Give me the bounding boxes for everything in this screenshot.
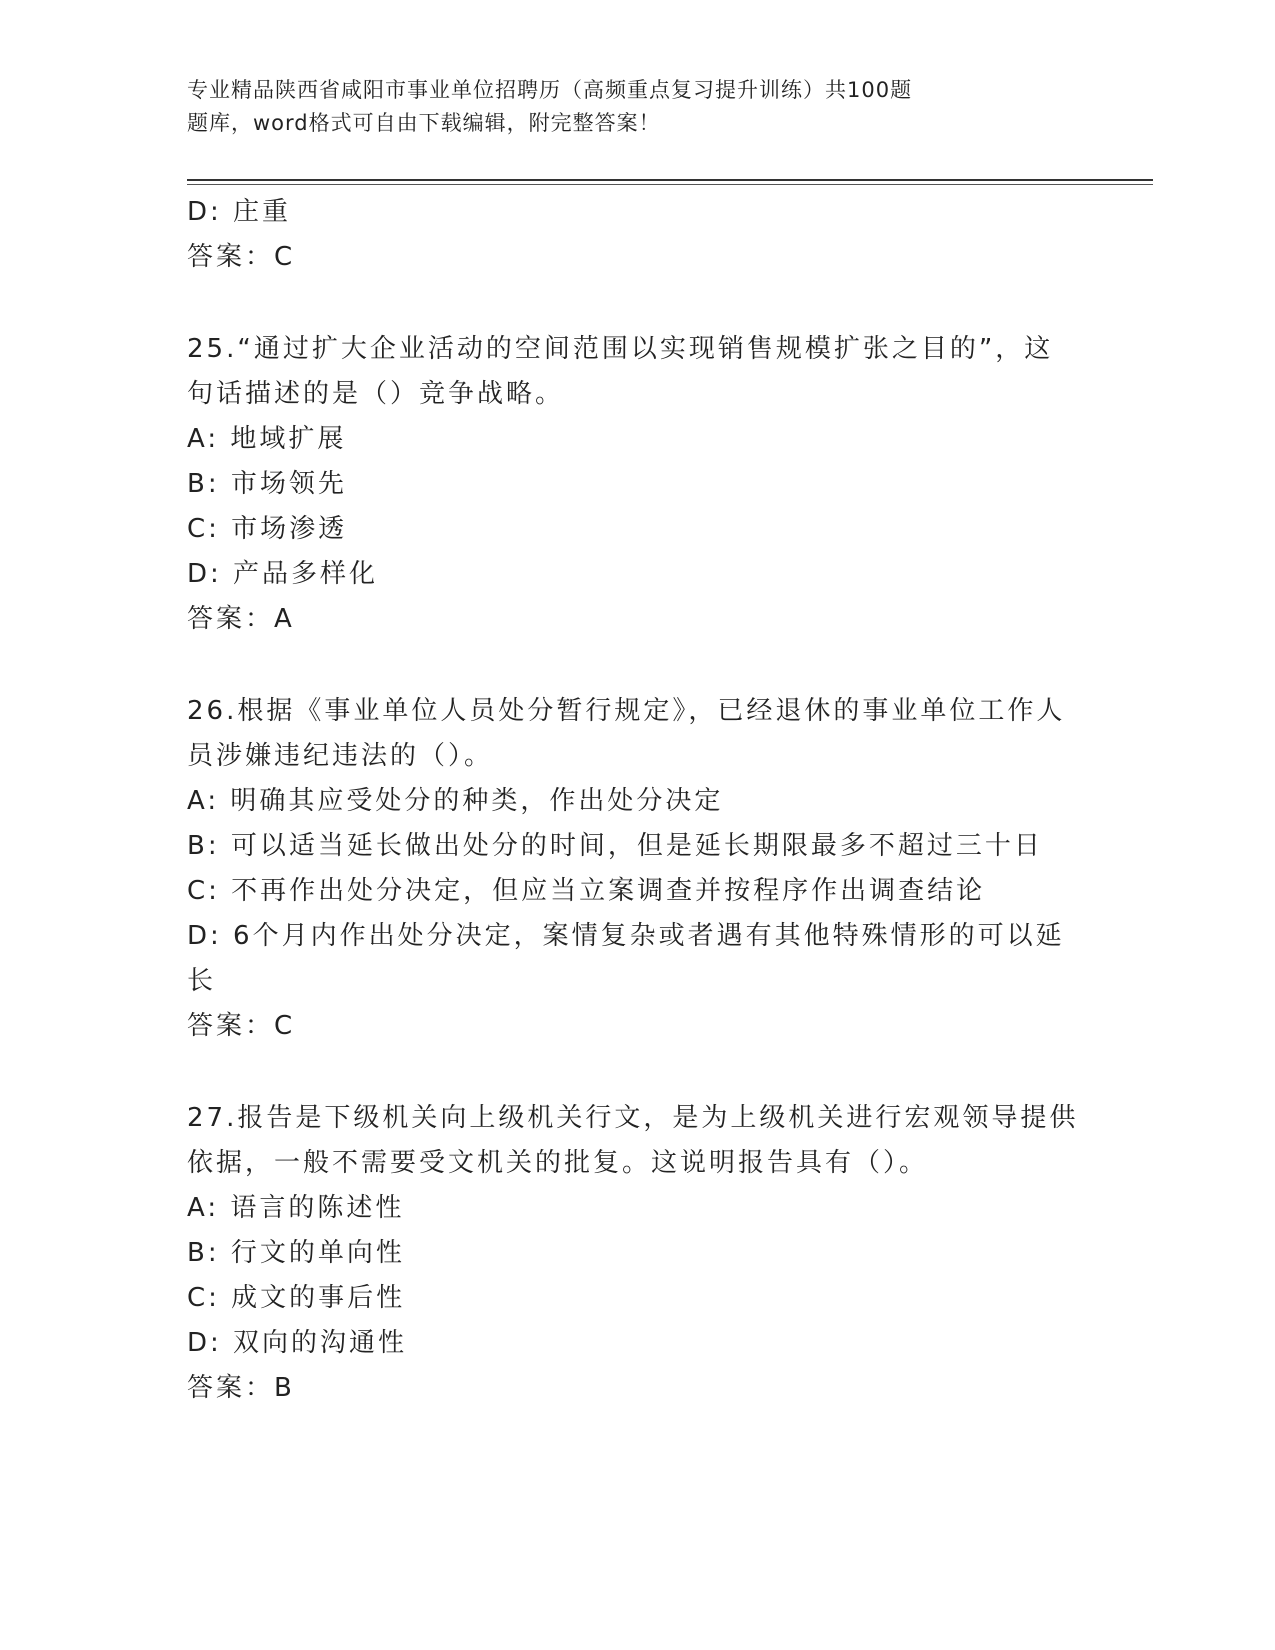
header-title-line-1: 专业精品陕西省咸阳市事业单位招聘历（高频重点复习提升训练）共100题 — [187, 78, 913, 102]
question-stem-line: 依据，一般不需要受文机关的批复。这说明报告具有（）。 — [187, 1148, 929, 1178]
option-a: A: 语言的陈述性 — [187, 1193, 405, 1223]
spacer — [187, 1049, 1087, 1096]
option-d: D: 庄重 — [187, 197, 292, 227]
header-divider-thick — [187, 179, 1153, 181]
question-stem-line: 26.根据《事业单位人员处分暂行规定》，已经退休的事业单位工作人 — [187, 696, 1066, 726]
option-b: B: 行文的单向性 — [187, 1238, 405, 1268]
answer-line: 答案：C — [187, 242, 296, 272]
option-b: B: 市场领先 — [187, 469, 347, 499]
question-24-tail — [187, 190, 1087, 280]
header-title-line-2: 题库，word格式可自由下载编辑，附完整答案！ — [187, 111, 661, 135]
question-25 — [187, 327, 1087, 642]
question-26 — [187, 689, 1087, 1049]
question-27 — [187, 1096, 1087, 1411]
document-header — [187, 74, 1027, 140]
question-list — [187, 190, 1087, 1411]
option-d: D: 双向的沟通性 — [187, 1328, 408, 1358]
question-stem-line: 27.报告是下级机关向上级机关行文，是为上级机关进行宏观领导提供 — [187, 1103, 1079, 1133]
spacer — [187, 642, 1087, 689]
option-b: B: 可以适当延长做出处分的时间，但是延长期限最多不超过三十日 — [187, 831, 1043, 861]
option-d-continued: 长 — [187, 966, 217, 996]
header-divider-thin — [187, 184, 1153, 185]
question-stem-line: 25.“通过扩大企业活动的空间范围以实现销售规模扩张之目的”，这 — [187, 334, 1054, 364]
answer-line: 答案：C — [187, 1011, 296, 1041]
answer-line: 答案：B — [187, 1373, 295, 1403]
question-stem-line: 员涉嫌违纪违法的（）。 — [187, 741, 494, 771]
option-c: C: 成文的事后性 — [187, 1283, 406, 1313]
question-stem-line: 句话描述的是（）竞争战略。 — [187, 379, 565, 409]
option-a: A: 地域扩展 — [187, 424, 347, 454]
option-a: A: 明确其应受处分的种类，作出处分决定 — [187, 786, 724, 816]
spacer — [187, 280, 1087, 327]
option-d: D: 6个月内作出处分决定，案情复杂或者遇有其他特殊情形的可以延 — [187, 921, 1065, 951]
option-c: C: 不再作出处分决定，但应当立案调查并按程序作出调查结论 — [187, 876, 986, 906]
option-c: C: 市场渗透 — [187, 514, 348, 544]
answer-line: 答案：A — [187, 604, 295, 634]
option-d: D: 产品多样化 — [187, 559, 379, 589]
